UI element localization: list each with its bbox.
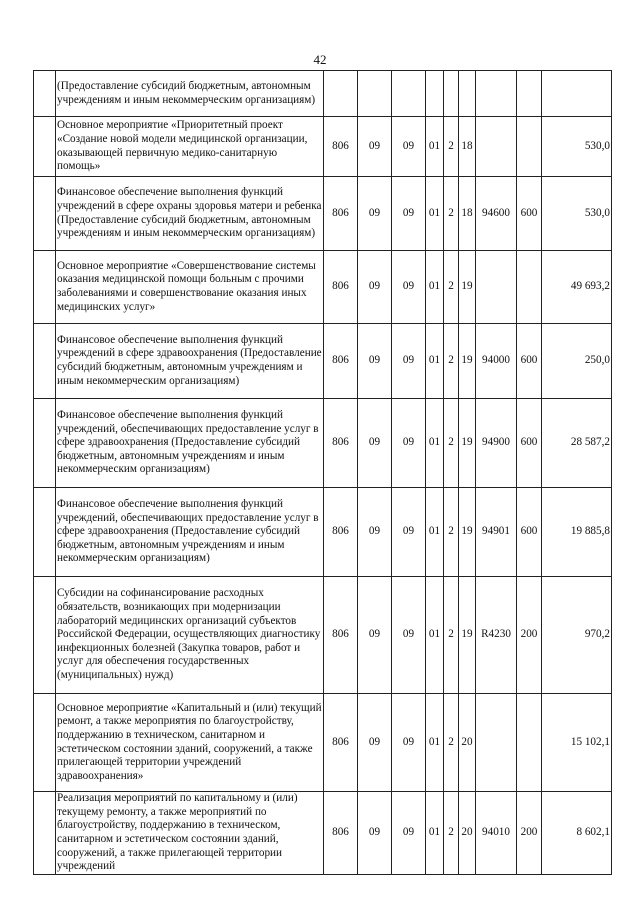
table-row [34,399,612,488]
row-name-cell: Основное мероприятие «Совершенствование системы оказания медицинской помощи больным с прочими заболеваниями и совершенствование оказания иных медицинских услуг» [56,251,324,324]
row-rz-cell: 09 [358,399,392,488]
row-rz-cell: 09 [358,177,392,251]
table-row [34,117,612,177]
row-gp-cell: 01 [426,177,444,251]
row-pp-cell: 2 [444,577,459,694]
row-blank-cell [34,577,56,694]
row-om-cell: 20 [459,694,476,792]
row-sum-cell: 8 602,1 [542,792,612,875]
row-name-cell: Финансовое обеспечение выполнения функций учреждений, обеспечивающих предоставление услуг в сфере здравоохранения (Предоставление субсидий бюджетным, автономным учреждениям и иным некоммерческим организациям) [56,488,324,577]
row-name-cell: (Предоставление субсидий бюджетным, автономным учреждениям и иным некоммерческим организациям) [56,71,324,117]
row-name-cell: Основное мероприятие «Капитальный и (или) текущий ремонт, а также мероприятия по благоустройству, поддержанию в техническом, санитарном и эстетическом состоянии зданий, сооружений, а также прилегающей территории учреждений здравоохранения» [56,694,324,792]
row-om-cell: 19 [459,399,476,488]
row-ved-cell: 806 [324,251,358,324]
row-dir-cell: 94900 [476,399,517,488]
row-rz-cell: 09 [358,488,392,577]
row-blank-cell [34,488,56,577]
row-vr-cell: 600 [517,177,542,251]
row-blank-cell [34,177,56,251]
row-ved-cell: 806 [324,694,358,792]
row-name-cell: Основное мероприятие «Приоритетный проект «Создание новой модели медицинской организации, оказывающей первичную медико-санитарную помощь» [56,117,324,177]
row-om-cell: 19 [459,488,476,577]
row-dir-cell [476,694,517,792]
row-rz-cell: 09 [358,694,392,792]
row-pp-cell: 2 [444,251,459,324]
row-sum-cell: 530,0 [542,177,612,251]
row-sum-cell: 19 885,8 [542,488,612,577]
row-pp-cell: 2 [444,488,459,577]
row-blank-cell [34,694,56,792]
table-row [34,71,612,117]
row-om-cell: 18 [459,117,476,177]
row-vr-cell [517,71,542,117]
row-pr-cell: 09 [392,577,426,694]
row-ved-cell: 806 [324,488,358,577]
row-ved-cell: 806 [324,177,358,251]
row-pr-cell [392,71,426,117]
row-dir-cell: 94010 [476,792,517,875]
row-ved-cell: 806 [324,792,358,875]
row-vr-cell: 600 [517,488,542,577]
table-row [34,488,612,577]
row-rz-cell: 09 [358,324,392,399]
row-pr-cell: 09 [392,117,426,177]
row-ved-cell: 806 [324,117,358,177]
table-row [34,324,612,399]
row-dir-cell: 94600 [476,177,517,251]
row-blank-cell [34,399,56,488]
row-gp-cell: 01 [426,251,444,324]
row-dir-cell: R4230 [476,577,517,694]
row-name-cell: Субсидии на софинансирование расходных обязательств, возникающих при модернизации лабораторий медицинских организаций субъектов Российской Федерации, осуществляющих диагностику инфекционных болезней (Закупка товаров, работ и услуг для обеспечения государственных (муниципальных) нужд) [56,577,324,694]
row-gp-cell [426,71,444,117]
row-pr-cell: 09 [392,324,426,399]
row-name-cell: Финансовое обеспечение выполнения функций учреждений, обеспечивающих предоставление услуг в сфере здравоохранения (Предоставление субсидий бюджетным, автономным учреждениям и иным некоммерческим организациям) [56,399,324,488]
row-blank-cell [34,324,56,399]
row-pr-cell: 09 [392,694,426,792]
table-row [34,251,612,324]
row-pp-cell: 2 [444,792,459,875]
row-pr-cell: 09 [392,399,426,488]
row-pp-cell: 2 [444,399,459,488]
table-body [34,71,612,875]
row-gp-cell: 01 [426,488,444,577]
row-ved-cell: 806 [324,399,358,488]
row-rz-cell: 09 [358,117,392,177]
row-sum-cell: 49 693,2 [542,251,612,324]
row-blank-cell [34,117,56,177]
row-gp-cell: 01 [426,324,444,399]
table-row [34,694,612,792]
row-vr-cell [517,694,542,792]
row-om-cell: 18 [459,177,476,251]
row-gp-cell: 01 [426,694,444,792]
row-rz-cell: 09 [358,251,392,324]
row-rz-cell: 09 [358,792,392,875]
row-blank-cell [34,251,56,324]
row-om-cell: 19 [459,324,476,399]
row-sum-cell: 15 102,1 [542,694,612,792]
row-vr-cell: 600 [517,399,542,488]
budget-table [33,70,612,875]
row-pr-cell: 09 [392,251,426,324]
page-number: 42 [313,52,327,67]
row-name-cell: Финансовое обеспечение выполнения функций учреждений в сфере охраны здоровья матери и ребенка (Предоставление субсидий бюджетным, автономным учреждениям и иным некоммерческим организациям) [56,177,324,251]
row-pp-cell: 2 [444,324,459,399]
row-pp-cell [444,71,459,117]
row-vr-cell [517,117,542,177]
row-rz-cell: 09 [358,577,392,694]
table-row [34,177,612,251]
row-gp-cell: 01 [426,117,444,177]
row-om-cell: 19 [459,577,476,694]
row-vr-cell: 200 [517,792,542,875]
row-sum-cell: 970,2 [542,577,612,694]
row-sum-cell: 28 587,2 [542,399,612,488]
row-pp-cell: 2 [444,117,459,177]
row-ved-cell: 806 [324,324,358,399]
row-rz-cell [358,71,392,117]
table-row [34,792,612,875]
row-ved-cell [324,71,358,117]
row-name-cell: Финансовое обеспечение выполнения функций учреждений в сфере здравоохранения (Предоставление субсидий бюджетным, автономным учреждениям и иным некоммерческим организациям) [56,324,324,399]
row-blank-cell [34,792,56,875]
row-dir-cell [476,251,517,324]
row-pr-cell: 09 [392,177,426,251]
row-sum-cell [542,71,612,117]
row-blank-cell [34,71,56,117]
row-om-cell [459,71,476,117]
row-pp-cell: 2 [444,694,459,792]
row-om-cell: 20 [459,792,476,875]
row-sum-cell: 250,0 [542,324,612,399]
row-vr-cell [517,251,542,324]
row-ved-cell: 806 [324,577,358,694]
row-pr-cell: 09 [392,488,426,577]
row-pr-cell: 09 [392,792,426,875]
row-gp-cell: 01 [426,399,444,488]
row-om-cell: 19 [459,251,476,324]
row-dir-cell: 94000 [476,324,517,399]
row-dir-cell [476,71,517,117]
row-dir-cell: 94901 [476,488,517,577]
row-sum-cell: 530,0 [542,117,612,177]
row-vr-cell: 600 [517,324,542,399]
row-vr-cell: 200 [517,577,542,694]
row-name-cell: Реализация мероприятий по капитальному и (или) текущему ремонту, а также мероприятий по благоустройству, поддержанию в техническом, санитарном и эстетическом состоянии зданий, сооружений, а также прилегающей территории учреждений [56,792,324,875]
row-pp-cell: 2 [444,177,459,251]
row-dir-cell [476,117,517,177]
table-row [34,577,612,694]
row-gp-cell: 01 [426,792,444,875]
row-gp-cell: 01 [426,577,444,694]
